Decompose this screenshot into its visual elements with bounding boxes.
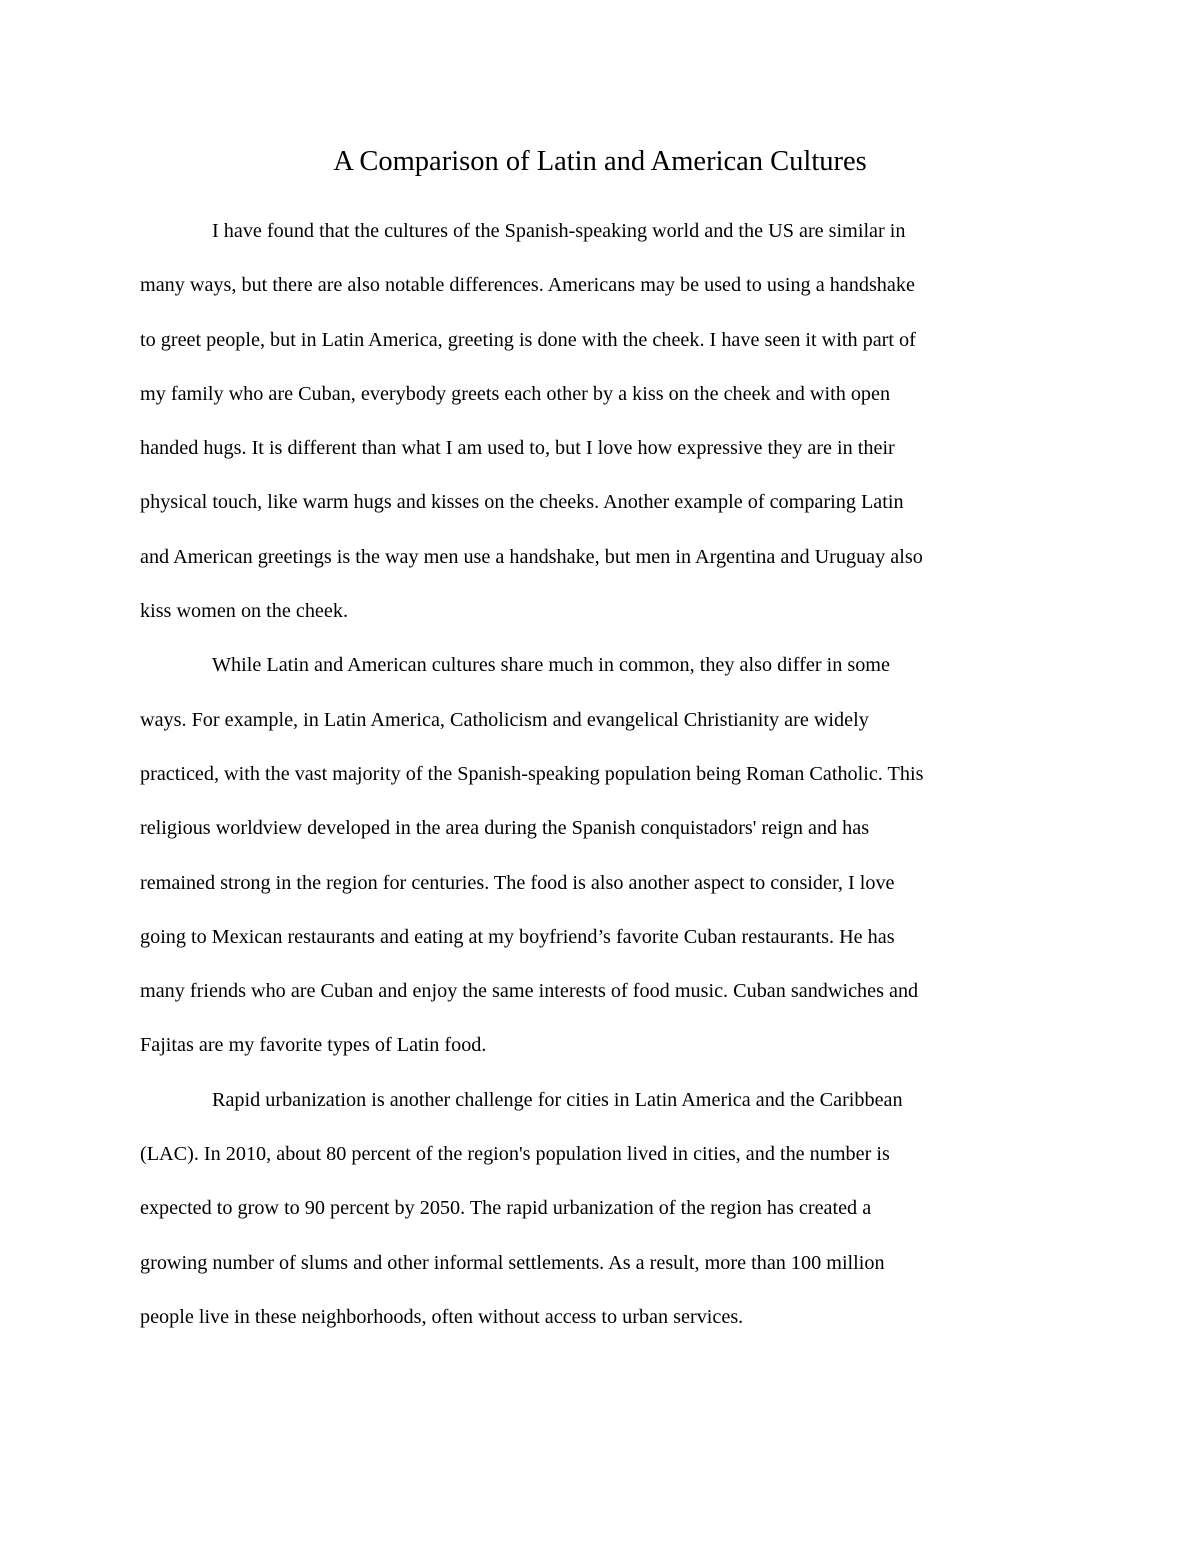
paragraph-religion-food: While Latin and American cultures share much in common, they also differ in some ways. For example, in Latin America, Catholicism and evangelical Christianity are widely practiced, with the vast majority of the Spanish-speaking population being Roman Catholic. This religious worldview developed in the area during the Spanish conquistadors' reign and has remained strong in the region for centuries. The food is also another aspect to consider, I love going to Mexican restaurants and eating at my boyfriend’s favorite Cuban restaurants. He has many friends who are Cuban and enjoy the same interests of food music. Cuban sandwiches and Fajitas are my favorite types of Latin food. [140,654,924,1057]
document-title: A Comparison of Latin and American Cultures [333,146,867,177]
paragraph-urbanization: Rapid urbanization is another challenge for cities in Latin America and the Caribbean (LAC). In 2010, about 80 percent of the region's population lived in cities, and the number is expected to grow to 90 percent by 2050. The rapid urbanization of the region has created a growing number of slums and other informal settlements. As a result, more than 100 million people live in these neighborhoods, often without access to urban services. [140,1088,903,1328]
document-body [140,204,1060,1344]
paragraph-greetings: I have found that the cultures of the Spanish-speaking world and the US are similar in many ways, but there are also notable differences. Americans may be used to using a handshake to greet people, but in Latin America, greeting is done with the cheek. I have seen it with part of my family who are Cuban, everybody greets each other by a kiss on the cheek and with open handed hugs. It is different than what I am used to, but I love how expressive they are in their physical touch, like warm hugs and kisses on the cheeks. Another example of comparing Latin and American greetings is the way men use a handshake, but men in Argentina and Uruguay also kiss women on the cheek. [140,220,923,623]
